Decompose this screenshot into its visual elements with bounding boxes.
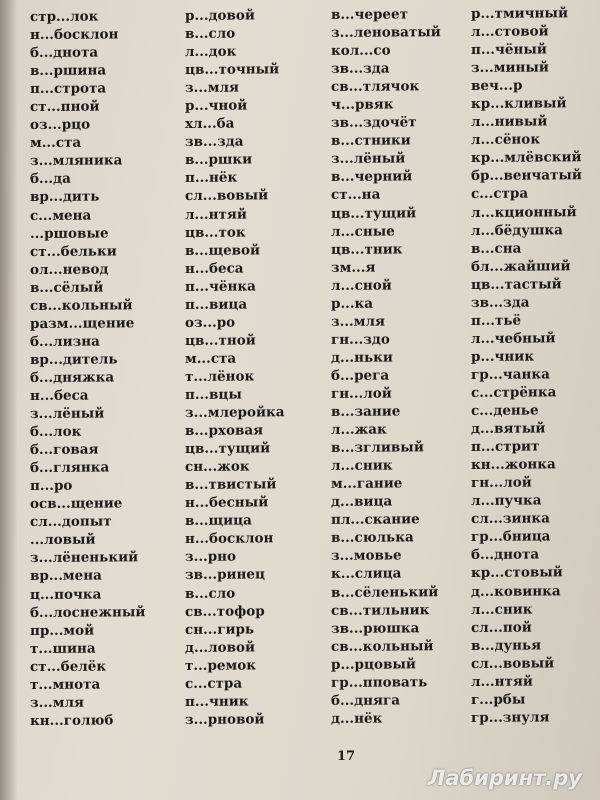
word-cell: р...рцовый <box>331 656 416 673</box>
word-cell: в...щица <box>185 512 252 530</box>
word-cell: ст...бельки <box>30 243 117 260</box>
word-cell: т...лёнок <box>185 368 255 385</box>
word-cell: ч...рвяк <box>331 96 394 114</box>
word-cell: п...нёк <box>185 170 238 187</box>
word-cell: с...мена <box>30 207 92 224</box>
word-cell: зв...ринец <box>185 566 265 584</box>
word-cell: цв...тной <box>185 332 256 349</box>
word-cell: п...тьё <box>471 312 522 329</box>
word-cell: р...чной <box>185 97 248 115</box>
word-cell: б...лизна <box>30 333 100 350</box>
word-cell: в...ршина <box>30 62 107 80</box>
word-cell: л...стовой <box>471 23 549 40</box>
word-cell: гр...чанка <box>471 366 550 383</box>
word-cell: цв...тущий <box>185 440 271 458</box>
word-cell: ...ловый <box>30 531 96 549</box>
word-cell: б...днота <box>471 546 540 564</box>
word-cell: ц...почка <box>30 586 102 603</box>
word-cell: т...ремок <box>185 657 256 674</box>
word-cell: гр...пповать <box>331 673 428 691</box>
word-cell: л...сные <box>331 223 395 240</box>
word-cell: ст...белёк <box>30 658 107 675</box>
word-cell: с...стрёнка <box>471 384 557 401</box>
word-cell: р...ка <box>331 295 374 312</box>
word-cell: п...стрит <box>471 438 540 456</box>
word-cell: м...ста <box>185 350 237 367</box>
word-cell: в...дунья <box>471 637 542 654</box>
word-cell: вр...мена <box>30 567 102 585</box>
word-cell: зв...здочёт <box>331 114 417 132</box>
word-cell: м...ста <box>30 134 82 152</box>
word-cell: кн...жонка <box>471 456 556 474</box>
word-cell: сл...вовый <box>471 655 555 672</box>
word-cell: в...щевой <box>185 242 261 259</box>
word-cell: д...ньки <box>331 349 393 366</box>
word-cell: вр...дитель <box>30 351 118 368</box>
word-cell: пр...мой <box>30 622 95 639</box>
word-cell: в...черний <box>331 168 413 186</box>
word-cell: бл...жайший <box>471 257 571 275</box>
word-cell: сл...зинка <box>471 510 550 528</box>
word-cell: в...рховая <box>185 422 264 440</box>
word-cell: д...ковинка <box>471 582 561 600</box>
word-cell: д...вятый <box>471 420 546 438</box>
word-cell: т...шина <box>30 640 96 657</box>
word-cell: л...пучка <box>471 492 542 510</box>
word-cell: осв...щение <box>30 495 123 513</box>
word-cell: п...строта <box>30 80 107 98</box>
word-cell: з...млеройка <box>185 404 285 421</box>
word-cell: в...сна <box>471 240 522 257</box>
word-cell: з...мля <box>331 313 385 330</box>
word-cell: р...тмичный <box>471 5 568 22</box>
word-cell: пл...скание <box>331 511 420 529</box>
word-cell: в...твистый <box>185 476 277 494</box>
word-cell: гр...знуля <box>471 709 550 726</box>
word-cell: н...босклон <box>185 530 274 548</box>
word-cell: стр...лок <box>30 8 99 26</box>
word-cell: б...да <box>30 171 71 188</box>
word-cell: в...сло <box>185 25 236 42</box>
word-cell: зв...рюшка <box>331 619 420 637</box>
word-cell: разм...щение <box>30 315 135 332</box>
word-cell: н...беса <box>30 387 89 405</box>
word-cell: л...сной <box>331 277 392 294</box>
word-cell: з...мля <box>30 694 84 711</box>
word-cell: оз...рцо <box>30 116 91 134</box>
word-cell: сл...допыт <box>30 513 112 531</box>
word-cell: з...миный <box>471 59 549 77</box>
word-cell: н...босклон <box>30 26 119 44</box>
word-cell: л...сёнок <box>471 131 541 149</box>
word-cell: кр...млёвский <box>471 149 582 167</box>
word-cell: в...згливый <box>331 439 424 457</box>
word-cell: л...чебный <box>471 330 556 347</box>
word-cell: п...вцы <box>185 386 242 403</box>
word-cell: к...слица <box>331 565 402 583</box>
word-cell: св...кольный <box>30 297 133 314</box>
word-cell: в...сёленький <box>331 583 439 601</box>
word-table <box>30 4 600 730</box>
word-cell: г...рбы <box>471 691 526 708</box>
word-cell: б...лоснежный <box>30 603 146 621</box>
word-cell: л...нтяй <box>471 673 533 690</box>
word-cell: кн...голюб <box>30 712 114 729</box>
word-cell: з...мля <box>185 79 239 97</box>
word-cell: хл...ба <box>185 115 235 133</box>
watermark-logo: Лабиринт.ру <box>427 766 582 790</box>
word-cell: кр...стовый <box>471 564 563 582</box>
word-cell: с...денье <box>471 402 539 419</box>
word-cell: гн...лой <box>331 385 392 402</box>
word-cell: з...лёный <box>30 405 105 423</box>
word-cell: л...сник <box>471 601 533 618</box>
word-cell: п...чёный <box>471 41 547 59</box>
word-cell: п...ро <box>30 477 73 495</box>
word-cell: з...лёный <box>331 150 406 168</box>
word-cell: ол...невод <box>30 261 109 278</box>
word-cell: зв...зда <box>185 133 244 151</box>
word-cell: гн...здо <box>331 331 390 348</box>
word-cell: ст...пной <box>30 98 100 116</box>
word-cell: гр...бница <box>471 528 551 546</box>
word-cell: сл...пой <box>471 619 532 636</box>
word-cell: л...нтяй <box>185 206 247 223</box>
word-cell: зм...я <box>331 259 376 276</box>
word-cell: цв...тущий <box>331 204 417 222</box>
word-cell: д...ловой <box>185 639 256 656</box>
word-cell: св...тильник <box>331 601 430 619</box>
word-cell: л...кционный <box>471 203 577 221</box>
word-cell: д...вица <box>331 493 393 511</box>
word-cell: в...череет <box>331 6 408 23</box>
word-cell: л...сник <box>331 457 393 475</box>
word-cell: ...ршовые <box>30 225 109 242</box>
word-cell: б...днота <box>30 44 99 62</box>
word-cell: зв...зда <box>471 294 530 311</box>
word-cell: т...мнота <box>30 676 101 693</box>
page-number: 17 <box>337 749 356 764</box>
word-cell: з...мовье <box>331 547 402 565</box>
word-cell: ст...на <box>331 187 381 204</box>
word-cell: цв...ток <box>185 224 246 241</box>
word-cell: св...тофор <box>185 602 265 620</box>
word-cell: в...сёлый <box>30 279 104 296</box>
word-cell: з...лёненький <box>30 549 139 567</box>
word-cell: вр...дить <box>30 189 100 206</box>
word-cell: л...жак <box>331 421 387 439</box>
page-edge-shadow <box>0 0 18 800</box>
word-cell: сн...гирь <box>185 621 255 638</box>
word-cell: св...кольный <box>331 637 434 655</box>
word-cell: зв...зда <box>331 60 390 78</box>
word-cell: з...рновой <box>185 711 265 728</box>
word-cell: кр...кливый <box>471 95 567 113</box>
word-cell: б...лок <box>30 423 82 441</box>
word-cell: веч...р <box>471 77 523 95</box>
word-cell: б...рега <box>331 367 390 384</box>
word-cell: м...гание <box>331 475 403 493</box>
word-cell: б...дняга <box>331 692 400 709</box>
word-cell: в...стники <box>331 132 411 150</box>
word-cell: р...чник <box>471 348 535 365</box>
word-cell: п...вица <box>185 296 248 313</box>
word-cell: п...чник <box>185 693 249 710</box>
word-cell: бр...венчатый <box>471 167 582 185</box>
word-cell: сл...вовый <box>185 187 269 205</box>
word-cell: д...нёк <box>331 710 383 727</box>
word-cell: п...чёнка <box>185 278 256 295</box>
word-cell: сн...жок <box>185 458 250 476</box>
word-cell: с...стра <box>471 186 529 203</box>
word-cell: гн...лой <box>471 474 532 492</box>
word-cell: н...беса <box>185 260 244 277</box>
word-cell: цв...точный <box>185 61 280 79</box>
word-cell: з...леноватый <box>331 24 441 41</box>
word-cell: б...говая <box>30 441 99 459</box>
word-cell: цв...тастый <box>471 276 562 293</box>
word-cell: оз...ро <box>185 314 236 331</box>
word-cell: л...нивый <box>471 113 548 131</box>
word-cell: л...док <box>185 43 237 61</box>
word-cell: цв...тник <box>331 241 403 258</box>
word-cell: в...сюлька <box>331 529 414 547</box>
word-cell: св...тлячок <box>331 78 420 96</box>
word-cell: б...глянка <box>30 459 110 477</box>
word-cell: кол...со <box>331 42 391 60</box>
word-cell: з...рно <box>185 548 237 566</box>
word-cell: н...бесный <box>185 494 269 512</box>
word-cell: в...ршки <box>185 151 253 169</box>
word-cell: в...сло <box>185 585 236 602</box>
word-cell: л...бёдушка <box>471 221 563 239</box>
word-cell: р...довой <box>185 7 255 24</box>
word-cell: б...дняжка <box>30 369 115 386</box>
word-cell: в...зание <box>331 403 401 420</box>
word-cell: с...стра <box>185 675 243 692</box>
word-cell: з...мляника <box>30 152 123 170</box>
